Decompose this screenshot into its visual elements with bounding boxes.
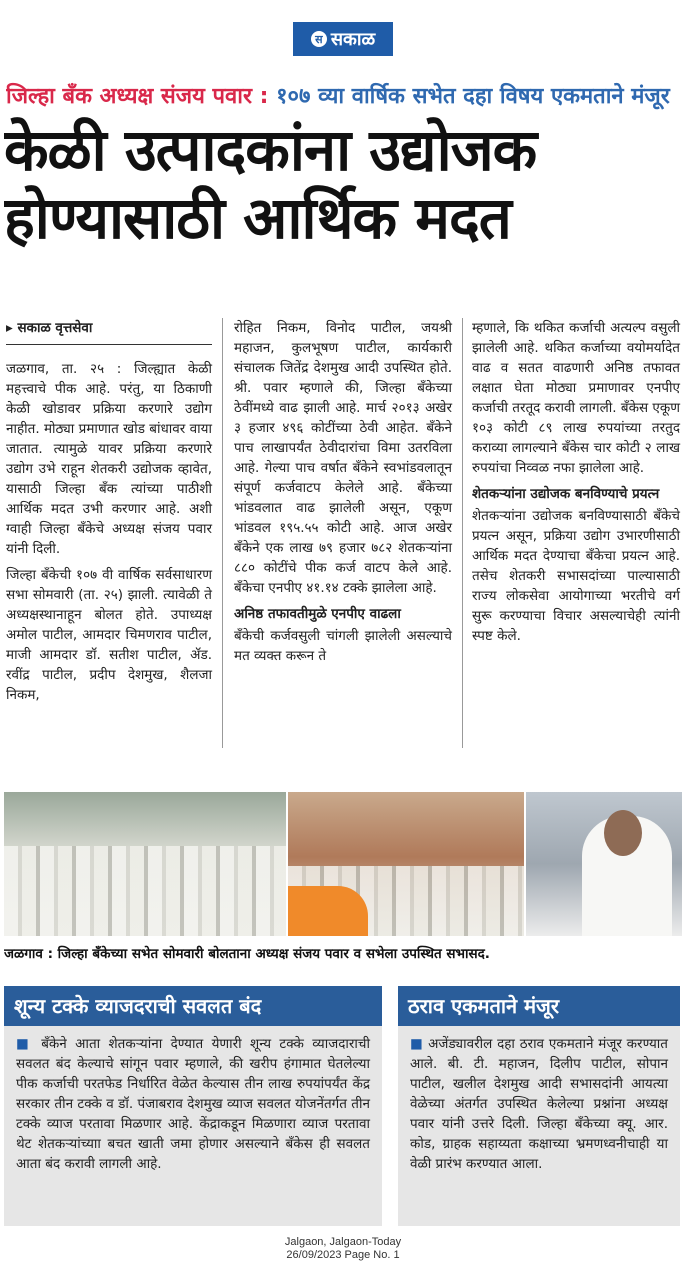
box1-text: बँकेने आता शेतकऱ्यांना देण्यात येणारी शून्य टक्के व्याजदाराची सवलत बंद केल्याचे सांगून पवार म्हणाले, की खरीप हंगामात घेतलेल्या पीक कर्जाची परतफेड निर्धारित वेळेत केल्यास तीन लाख रुपयांपर्यंत केंद्र सरकार तीन टक्के व डॉ. पंजाबराव देशमुख व्याज सवलत योजनेंतर्गत तीन टक्के व्याज परतावा मिळणार आहे. केंद्राकडून मिळणारा व्याज परतावा थेट शेतकऱ्यांच्याा बचत खाती जमा होणार असल्याने बँकेस ही सवलत आता बंद करावी लागली आहे. (16, 1036, 371, 1172)
footer-edition: Jalgaon, Jalgaon-Today (284, 1236, 402, 1248)
headline (4, 116, 682, 252)
masthead-logo (293, 22, 393, 56)
col1-paragraph-2: जिल्हा बँकेची १०७ वी वार्षिक सर्वसाधारण सभा सोमवारी (ता. २५) झाली. त्यावेळी ते अध्यक्षस्थानाहून बोलत होते. उपाध्यक्ष अमोल पाटील, आमदार चिमणराव पाटील, माजी आमदार डॉ. सतीश पाटील, ॲड. रवींद्र पाटील, प्रदीप देशमुख, शैलजा निकम, (6, 567, 212, 703)
bullet-icon: ■ (410, 1036, 424, 1052)
kicker-line (6, 80, 682, 110)
photo-strip (4, 792, 682, 936)
sidebar-box-interest (4, 986, 382, 1226)
logo-mark-icon: स (311, 31, 327, 47)
box2-body (398, 1026, 680, 1182)
sidebar-box-resolutions (398, 986, 680, 1226)
audience-photo (4, 792, 286, 936)
box1-title: शून्य टक्के व्याजदराची सवलत बंद (4, 986, 382, 1026)
article-column-2 (234, 318, 452, 672)
column-divider (222, 318, 223, 748)
page-footer (0, 1236, 686, 1262)
box1-body (4, 1026, 382, 1182)
box2-text: अजेंड्यावरील दहा ठराव एकमताने मंजूर करण्यात आले. बी. टी. महाजन, दिलीप पाटील, सोपान पाटील, खलील देशमुख आदी सभासदांनी आयत्या वेळेच्या अंतर्गत उपस्थित केलेल्या प्रश्नांना अध्यक्ष पवार यांनी उत्तरे दिली. जिल्हा बँकेच्या क्यू. आर. कोड, ग्राहक सहाय्यता कक्षाच्या भ्रमणध्वनीचाही या वेळी प्रारंभ करण्यात आला. (410, 1036, 669, 1172)
byline-text: सकाळ वृत्तसेवा (17, 320, 93, 336)
col1-paragraph-1: जळगाव, ता. २५ : जिल्ह्यात केळी महत्त्वाचे पीक आहे. परंतु, या ठिकाणी केळी खोडावर प्रक्रिया करणारे उद्योग नाहीत. मोठ्या प्रमाणात खोड बांधावर वाया जातात. त्यामुळे यावर प्रक्रिया करणारे उद्योग उभे राहून शेतकरी उद्योजक व्हावेत, यासाठी जिल्हा बँक त्यांच्या पाठीशी आर्थिक मदत उभी करणार आहे. अशी ग्वाही जिल्हा बँकेचे अध्यक्ष संजय पवार यांनी दिली. (6, 361, 212, 557)
box2-title: ठराव एकमताने मंजूर (398, 986, 680, 1026)
article-column-3 (472, 318, 680, 652)
bullet-icon: ■ (16, 1036, 33, 1052)
article-column-1 (6, 318, 212, 711)
byline: ▸ सकाळ वृत्तसेवा (6, 318, 212, 345)
kicker-part1: जिल्हा बँक अध्यक्ष संजय पवार : (6, 84, 269, 109)
headline-line2: होण्यासाठी आर्थिक मदत (4, 184, 511, 252)
col3-paragraph-2: शेतकऱ्यांना उद्योजक बनविण्यासाठी बँकेचे प्रयत्न असून, प्रक्रिया उद्योग उभारणीसाठी आर्थिक मदत देण्याचा बँकेचा प्रयत्न आहे. तसेच शेतकरी सभासदांच्या पाल्यासाठी राज्य लोकसेवा आयोगाच्या भरतीचे वर्ग सुरू करण्याचा विचार असल्याचेही त्यांनी स्पष्ट केले. (472, 508, 680, 644)
col2-subhead: अनिष्ठ तफावतीमुळे एनपीए वाढला (234, 606, 401, 622)
kicker-part2: १०७ व्या वार्षिक सभेत दहा विषय एकमताने मंजूर (268, 84, 670, 109)
headline-line1: केळी उत्पादकांना उद्योजक (4, 116, 537, 184)
column-divider (462, 318, 463, 748)
footer-date-page: 26/09/2023 Page No. 1 (286, 1249, 400, 1261)
col2-paragraph-2: बँकेची कर्जवसुली चांगली झालेली असल्याचे मत व्यक्त करून ते (234, 628, 452, 664)
col3-paragraph-1: म्हणाले, कि थकित कर्जाची अत्यल्प वसुली झालेली आहे. थकित कर्जाच्या वयोमर्यादेत वाढ व सतत वाढणारी अनिष्ठ तफावत लक्षात घेता मोठ्या प्रमाणावर एनपीए कर्जाची तरतूद करावी लागली. बँकेस एकूण १०३ कोटी ८९ लाख रुपयांच्या तरतुद कराव्या लागल्याने बँकेस चार कोटी २ लाख रुपयांचा निव्वळ नफा झालेला आहे. (472, 320, 680, 476)
dais-photo (288, 792, 524, 936)
col3-subhead: शेतकऱ्यांना उद्योजक बनविण्याचे प्रयत्न (472, 486, 660, 502)
photo-caption: जळगाव : जिल्हा बँकेच्या सभेत सोमवारी बोलताना अध्यक्ष संजय पवार व सभेला उपस्थित सभासद. (4, 946, 490, 962)
col2-paragraph-1: रोहित निकम, विनोद पाटील, जयश्री महाजन, कुलभूषण पाटील, कार्यकारी संचालक जितेंद्र देशमुख आदी उपस्थित होते. श्री. पवार म्हणाले की, जिल्हा बँकेच्या ठेवींमध्ये वाढ झाली आहे. मार्च २०१३ अखेर ३ हजार ४९६ कोटींच्या ठेवी आहेत. बँकेने पाच लाखापर्यंत ठेवीदारांचा विमा उतरविला आहे. गेल्या पाच वर्षात बँकेने स्वभांडवलातून संपूर्ण कर्जवाटप केलेले आहे. बँकेच्या भांडवलात वाढ झालेली असून, एकूण भांडवल १९५.५५ कोटी आहे. आज अखेर बँकेने एक लाख ७९ हजार ७८२ शेतकऱ्यांना ८८० कोटींचे पीक कर्ज वाटप केले आहे. बँकेचा एनपीए ४१.१४ टक्के झालेला आहे. (234, 320, 452, 596)
speaker-photo (526, 792, 682, 936)
logo-text: सकाळ (330, 29, 376, 50)
